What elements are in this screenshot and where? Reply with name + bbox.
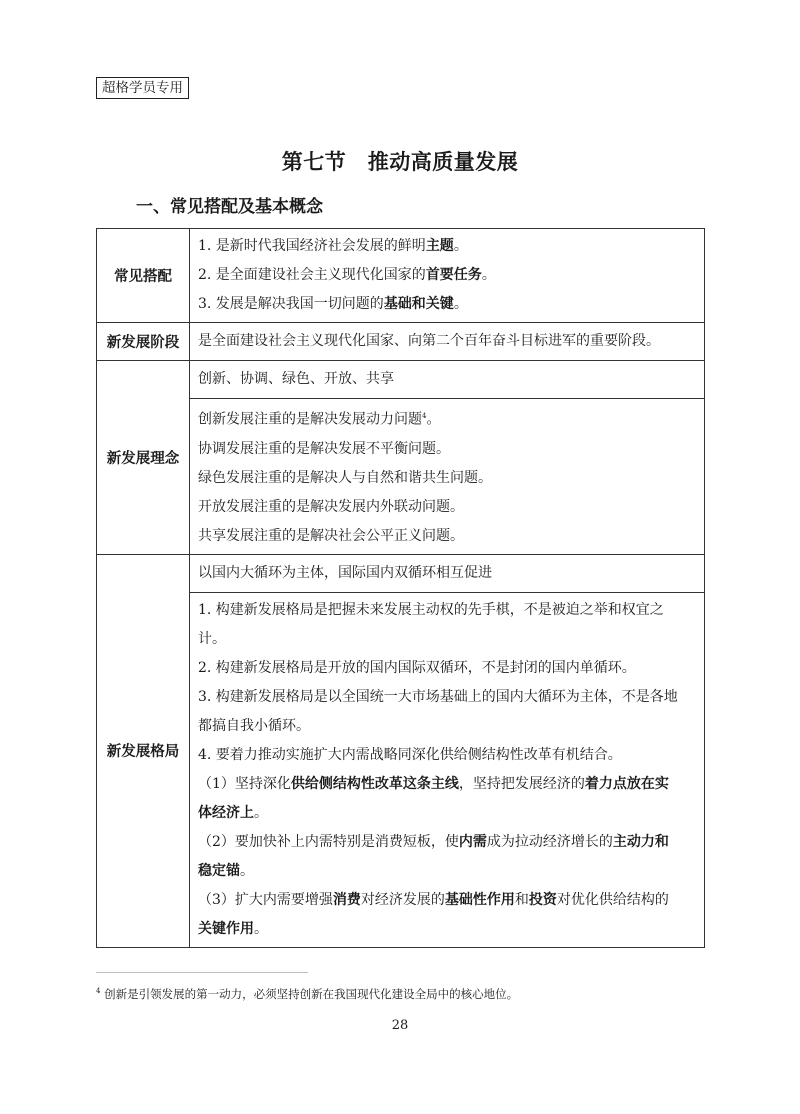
list-item: 都搞自我小循环。 (198, 717, 310, 734)
list-item: 绿色发展注重的是解决人与自然和谐共生问题。 (198, 469, 492, 486)
table-row (97, 554, 705, 947)
cell-text: 是全面建设社会主义现代化国家、向第二个百年奋斗目标进军的重要阶段。 (198, 333, 660, 349)
concept-table (96, 228, 705, 948)
list-item: 关键作用。 (198, 920, 268, 937)
cell-subsection (190, 398, 704, 554)
list-item: 创新发展注重的是解决发展动力问题$^4$。 (198, 411, 441, 428)
list-item: （1）坚持深化供给侧结构性改革这条主线，坚持把发展经济的着力点放在实 (198, 775, 669, 792)
row-header: 常见搭配 (97, 229, 190, 323)
list-item: 稳定锚。 (198, 862, 254, 879)
footnote-text: 创新是引领发展的第一动力，必须坚持创新在我国现代化建设全局中的核心地位。 (104, 987, 519, 1001)
list-item: 共享发展注重的是解决社会公平正义问题。 (198, 527, 464, 544)
list-item: 3. 发展是解决我国一切问题的基础和关键。 (198, 296, 468, 312)
row-content (190, 323, 705, 361)
list-item: 开放发展注重的是解决发展内外联动问题。 (198, 498, 464, 515)
list-item: （2）要加快补上内需特别是消费短板，使内需成为拉动经济增长的主动力和 (198, 833, 669, 850)
list-item: 2. 是全面建设社会主义现代化国家的首要任务。 (198, 267, 496, 283)
table-row (97, 323, 705, 361)
list-item: （3）扩大内需要增强消费对经济发展的基础性作用和投资对优化供给结构的 (198, 891, 669, 908)
list-item: 计。 (198, 630, 226, 647)
list-item: 1. 构建新发展格局是把握未来发展主动权的先手棋，不是被迫之举和权宜之 (198, 601, 664, 618)
cell-text: 创新、协调、绿色、开放、共享 (198, 371, 394, 387)
row-content (190, 229, 705, 323)
list-item: 3. 构建新发展格局是以全国统一大市场基础上的国内大循环为主体，不是各地 (198, 688, 678, 705)
page-number: 28 (391, 1018, 409, 1033)
list-item: 体经济上。 (198, 804, 268, 821)
list-item: 1. 是新时代我国经济社会发展的鲜明主题。 (198, 238, 468, 254)
table-row (97, 229, 705, 323)
row-header: 新发展理念 (97, 361, 190, 555)
table-row (97, 361, 705, 555)
cell-subsection (190, 592, 704, 947)
footnote-divider (96, 972, 308, 973)
footnote (96, 986, 518, 1002)
row-header: 新发展格局 (97, 554, 190, 947)
student-only-tag: 超格学员专用 (96, 77, 189, 99)
footnote-mark: 4 (96, 987, 101, 996)
row-header: 新发展阶段 (97, 323, 190, 361)
list-item: 4. 要着力推动实施扩大内需战略同深化供给侧结构性改革有机结合。 (198, 746, 622, 763)
list-item: 2. 构建新发展格局是开放的国内国际双循环，不是封闭的国内单循环。 (198, 659, 636, 676)
row-content (190, 361, 705, 555)
section-title: 第七节 推动高质量发展 (281, 149, 519, 174)
row-content (190, 554, 705, 947)
list-item: 协调发展注重的是解决发展不平衡问题。 (198, 440, 450, 457)
cell-text: 以国内大循环为主体，国际国内双循环相互促进 (198, 564, 492, 581)
subsection-title: 一、常见搭配及基本概念 (136, 197, 323, 217)
